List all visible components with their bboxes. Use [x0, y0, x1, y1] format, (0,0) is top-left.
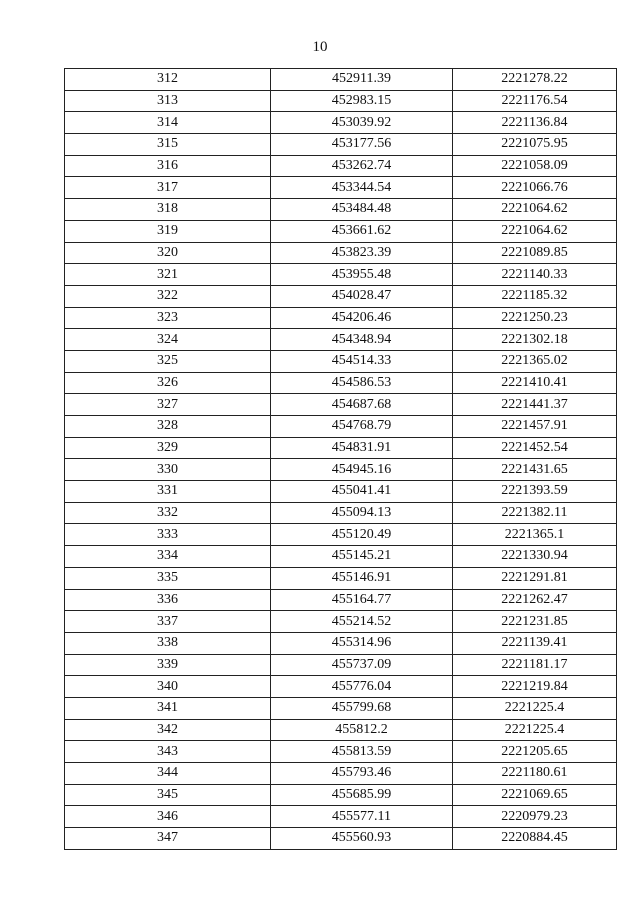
x-coordinate-cell: 455314.96	[271, 632, 453, 654]
point-number-cell: 330	[65, 459, 271, 481]
table-row	[65, 459, 617, 481]
point-number-cell: 325	[65, 350, 271, 372]
point-number-cell: 335	[65, 567, 271, 589]
table-row	[65, 546, 617, 568]
y-coordinate-cell: 2221136.84	[453, 112, 617, 134]
table-row	[65, 90, 617, 112]
x-coordinate-cell: 455577.11	[271, 806, 453, 828]
x-coordinate-cell: 453955.48	[271, 264, 453, 286]
y-coordinate-cell: 2221410.41	[453, 372, 617, 394]
y-coordinate-cell: 2221393.59	[453, 481, 617, 503]
table-row	[65, 112, 617, 134]
table-row	[65, 632, 617, 654]
x-coordinate-cell: 454945.16	[271, 459, 453, 481]
point-number-cell: 334	[65, 546, 271, 568]
x-coordinate-cell: 455146.91	[271, 567, 453, 589]
point-number-cell: 326	[65, 372, 271, 394]
table-row	[65, 242, 617, 264]
x-coordinate-cell: 455560.93	[271, 828, 453, 850]
x-coordinate-cell: 454028.47	[271, 285, 453, 307]
point-number-cell: 341	[65, 697, 271, 719]
point-number-cell: 316	[65, 155, 271, 177]
point-number-cell: 324	[65, 329, 271, 351]
x-coordinate-cell: 454514.33	[271, 350, 453, 372]
table-row	[65, 502, 617, 524]
table-row	[65, 676, 617, 698]
y-coordinate-cell: 2221365.1	[453, 524, 617, 546]
table-row	[65, 264, 617, 286]
x-coordinate-cell: 455813.59	[271, 741, 453, 763]
point-number-cell: 320	[65, 242, 271, 264]
x-coordinate-cell: 453262.74	[271, 155, 453, 177]
x-coordinate-cell: 455685.99	[271, 784, 453, 806]
y-coordinate-cell: 2221382.11	[453, 502, 617, 524]
point-number-cell: 321	[65, 264, 271, 286]
coordinate-table	[64, 68, 617, 850]
y-coordinate-cell: 2221302.18	[453, 329, 617, 351]
coordinate-table-container	[64, 68, 616, 850]
point-number-cell: 319	[65, 220, 271, 242]
table-row	[65, 654, 617, 676]
x-coordinate-cell: 455799.68	[271, 697, 453, 719]
x-coordinate-cell: 454586.53	[271, 372, 453, 394]
point-number-cell: 346	[65, 806, 271, 828]
x-coordinate-cell: 452911.39	[271, 69, 453, 91]
x-coordinate-cell: 454348.94	[271, 329, 453, 351]
table-row	[65, 697, 617, 719]
table-row	[65, 763, 617, 785]
point-number-cell: 338	[65, 632, 271, 654]
table-row	[65, 329, 617, 351]
y-coordinate-cell: 2221225.4	[453, 719, 617, 741]
point-number-cell: 333	[65, 524, 271, 546]
y-coordinate-cell: 2221231.85	[453, 611, 617, 633]
point-number-cell: 318	[65, 199, 271, 221]
y-coordinate-cell: 2221089.85	[453, 242, 617, 264]
y-coordinate-cell: 2221058.09	[453, 155, 617, 177]
x-coordinate-cell: 455776.04	[271, 676, 453, 698]
y-coordinate-cell: 2221457.91	[453, 416, 617, 438]
point-number-cell: 313	[65, 90, 271, 112]
y-coordinate-cell: 2221441.37	[453, 394, 617, 416]
x-coordinate-cell: 454687.68	[271, 394, 453, 416]
x-coordinate-cell: 455793.46	[271, 763, 453, 785]
x-coordinate-cell: 455041.41	[271, 481, 453, 503]
table-row	[65, 307, 617, 329]
table-row	[65, 719, 617, 741]
table-row	[65, 69, 617, 91]
y-coordinate-cell: 2221139.41	[453, 632, 617, 654]
table-row	[65, 589, 617, 611]
y-coordinate-cell: 2221064.62	[453, 199, 617, 221]
y-coordinate-cell: 2221452.54	[453, 437, 617, 459]
x-coordinate-cell: 454206.46	[271, 307, 453, 329]
x-coordinate-cell: 455145.21	[271, 546, 453, 568]
y-coordinate-cell: 2221205.65	[453, 741, 617, 763]
table-row	[65, 524, 617, 546]
x-coordinate-cell: 455164.77	[271, 589, 453, 611]
point-number-cell: 344	[65, 763, 271, 785]
x-coordinate-cell: 453039.92	[271, 112, 453, 134]
point-number-cell: 337	[65, 611, 271, 633]
y-coordinate-cell: 2221180.61	[453, 763, 617, 785]
x-coordinate-cell: 455737.09	[271, 654, 453, 676]
y-coordinate-cell: 2220979.23	[453, 806, 617, 828]
y-coordinate-cell: 2221176.54	[453, 90, 617, 112]
y-coordinate-cell: 2221064.62	[453, 220, 617, 242]
x-coordinate-cell: 455214.52	[271, 611, 453, 633]
table-row	[65, 155, 617, 177]
table-row	[65, 285, 617, 307]
x-coordinate-cell: 455812.2	[271, 719, 453, 741]
table-row	[65, 220, 617, 242]
y-coordinate-cell: 2220884.45	[453, 828, 617, 850]
table-row	[65, 177, 617, 199]
x-coordinate-cell: 454768.79	[271, 416, 453, 438]
point-number-cell: 343	[65, 741, 271, 763]
x-coordinate-cell: 452983.15	[271, 90, 453, 112]
point-number-cell: 332	[65, 502, 271, 524]
point-number-cell: 322	[65, 285, 271, 307]
x-coordinate-cell: 453177.56	[271, 134, 453, 156]
point-number-cell: 317	[65, 177, 271, 199]
x-coordinate-cell: 453484.48	[271, 199, 453, 221]
table-row	[65, 372, 617, 394]
y-coordinate-cell: 2221075.95	[453, 134, 617, 156]
y-coordinate-cell: 2221291.81	[453, 567, 617, 589]
y-coordinate-cell: 2221219.84	[453, 676, 617, 698]
y-coordinate-cell: 2221262.47	[453, 589, 617, 611]
table-row	[65, 416, 617, 438]
point-number-cell: 315	[65, 134, 271, 156]
y-coordinate-cell: 2221225.4	[453, 697, 617, 719]
point-number-cell: 331	[65, 481, 271, 503]
point-number-cell: 339	[65, 654, 271, 676]
x-coordinate-cell: 453823.39	[271, 242, 453, 264]
point-number-cell: 336	[65, 589, 271, 611]
point-number-cell: 327	[65, 394, 271, 416]
y-coordinate-cell: 2221278.22	[453, 69, 617, 91]
table-row	[65, 394, 617, 416]
table-row	[65, 481, 617, 503]
point-number-cell: 347	[65, 828, 271, 850]
table-row	[65, 134, 617, 156]
y-coordinate-cell: 2221069.65	[453, 784, 617, 806]
table-row	[65, 567, 617, 589]
y-coordinate-cell: 2221365.02	[453, 350, 617, 372]
y-coordinate-cell: 2221140.33	[453, 264, 617, 286]
x-coordinate-cell: 453344.54	[271, 177, 453, 199]
point-number-cell: 342	[65, 719, 271, 741]
table-row	[65, 437, 617, 459]
point-number-cell: 312	[65, 69, 271, 91]
x-coordinate-cell: 453661.62	[271, 220, 453, 242]
x-coordinate-cell: 455094.13	[271, 502, 453, 524]
y-coordinate-cell: 2221185.32	[453, 285, 617, 307]
x-coordinate-cell: 454831.91	[271, 437, 453, 459]
x-coordinate-cell: 455120.49	[271, 524, 453, 546]
y-coordinate-cell: 2221431.65	[453, 459, 617, 481]
point-number-cell: 340	[65, 676, 271, 698]
page-number: 10	[312, 39, 328, 55]
point-number-cell: 323	[65, 307, 271, 329]
table-row	[65, 828, 617, 850]
y-coordinate-cell: 2221250.23	[453, 307, 617, 329]
point-number-cell: 328	[65, 416, 271, 438]
table-row	[65, 741, 617, 763]
y-coordinate-cell: 2221066.76	[453, 177, 617, 199]
table-row	[65, 350, 617, 372]
table-row	[65, 784, 617, 806]
point-number-cell: 345	[65, 784, 271, 806]
y-coordinate-cell: 2221330.94	[453, 546, 617, 568]
point-number-cell: 329	[65, 437, 271, 459]
table-row	[65, 806, 617, 828]
table-row	[65, 199, 617, 221]
coordinate-table-body	[65, 69, 617, 850]
y-coordinate-cell: 2221181.17	[453, 654, 617, 676]
table-row	[65, 611, 617, 633]
point-number-cell: 314	[65, 112, 271, 134]
